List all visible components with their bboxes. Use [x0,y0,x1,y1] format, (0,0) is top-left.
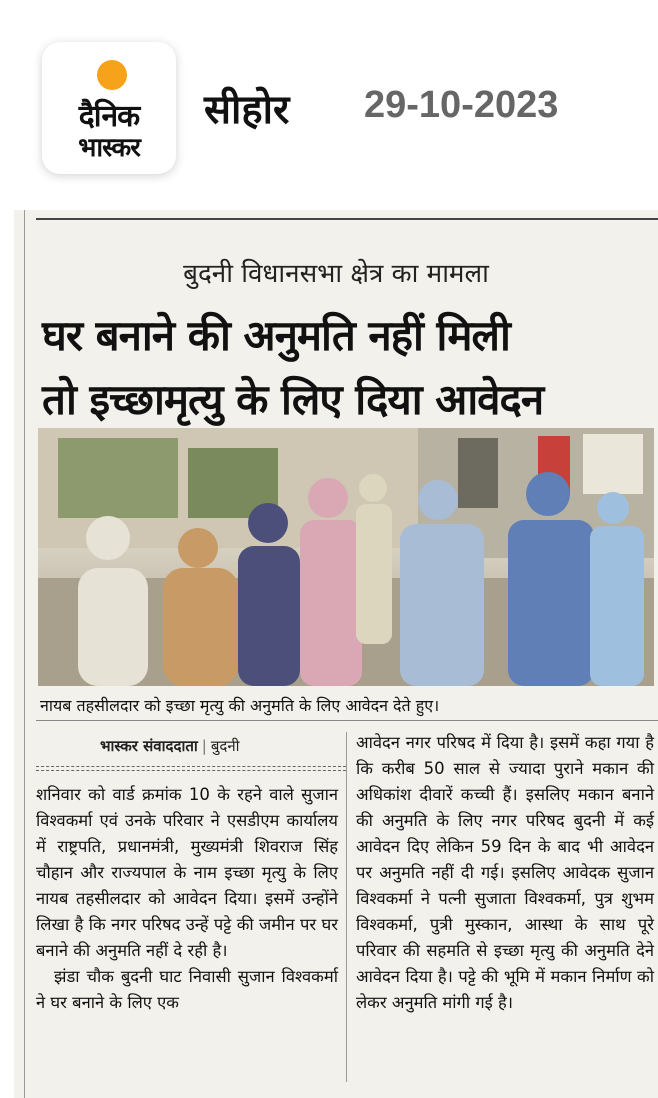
sun-icon [97,60,127,90]
caption-divider [36,720,658,721]
photo-illustration [38,428,654,686]
byline-rule-top [36,766,346,767]
newspaper-clipping [14,210,658,1098]
logo-text-line1: दैनिक [78,99,140,134]
article-kicker: बुदनी विधानसभा क्षेत्र का मामला [183,259,489,289]
left-paragraph-1: शनिवार को वार्ड क्रमांक 10 के रहने वाले सुजान विश्वकर्मा एवं उनके परिवार ने एसडीएम कार्यालय में राष्ट्रपति, प्रधानमंत्री, मुख्यमंत्री शिवराज सिंह चौहान और राज्यपाल के नाम इच्छा मृत्यु के लिए नायब तहसीलदार को आवेदन दिया। इसमें उन्होंने लिखा है कि नगर परिषद उन्हें पट्टे की जमीन पर घर बनाने की अनुमति नहीं दे रही है। [36,785,338,960]
logo-text-line2: भास्कर [78,133,140,163]
article-left-column [36,782,338,1016]
article-right-column [356,730,654,1016]
byline-reporter: भास्कर संवाददाता [100,737,198,755]
dainik-bhaskar-logo [42,42,176,174]
byline-rule-bottom [36,770,346,771]
byline [100,736,240,756]
headline-line1: घर बनाने की अनुमति नहीं मिली [42,311,510,360]
headline-line2: तो इच्छामृत्यु के लिए दिया आवेदन [42,375,544,424]
left-paragraph-2: झंडा चौक बुदनी घाट निवासी सुजान विश्वकर्मा ने घर बनाने के लिए एक [36,967,338,1012]
photo-caption: नायब तहसीलदार को इच्छा मृत्यु की अनुमति के लिए आवेदन देते हुए। [40,696,440,715]
byline-location: बुदनी [210,737,240,755]
edition-date: 29-10-2023 [364,84,559,126]
clipping-edge [24,210,25,1098]
edition-city: सीहोर [204,87,290,133]
news-photo [38,428,654,686]
top-divider [36,218,658,220]
right-paragraph-1: आवेदन नगर परिषद में दिया है। इसमें कहा गया है कि करीब 50 साल से ज्यादा पुराने मकान की अधिकांश दीवारें कच्ची हैं। इसलिए मकान बनाने की अनुमति के लिए नगर परिषद बुदनी में कई आवेदन दिए लेकिन 59 दिन के बाद भी आवेदन पर अनुमति नहीं दी गई। इसलिए आवेदक सुजान विश्वकर्मा ने पत्नी सुजाता विश्वकर्मा, पुत्र शुभम विश्वकर्मा, पुत्री मुस्कान, आस्था के साथ पूरे परिवार की सहमति से इच्छा मृत्यु की अनुमति देने आवेदन दिया है। पट्टे की भूमि में मकान निर्माण को लेकर अनुमति मांगी गई है। [356,733,654,1012]
column-divider [346,732,347,1082]
byline-separator: | [201,737,207,755]
